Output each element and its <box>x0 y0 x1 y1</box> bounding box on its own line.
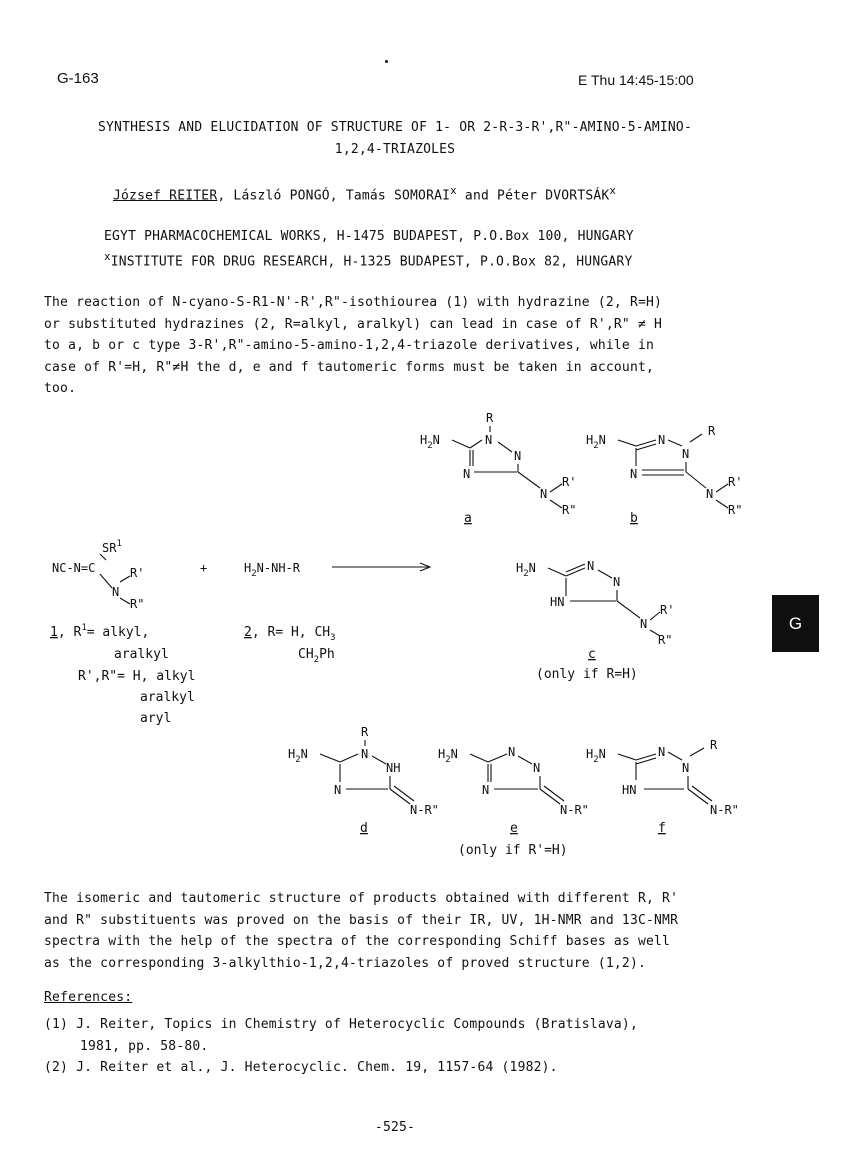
svg-text:N-R": N-R" <box>560 803 589 817</box>
svg-text:R": R" <box>562 503 577 517</box>
cmpd1-line2: aralkyl <box>114 647 169 662</box>
svg-text:R: R <box>708 424 716 438</box>
svg-text:NC-N=C: NC-N=C <box>52 561 96 575</box>
results-line: and R" substituents was proved on the basis of their IR, UV, 1H-NMR and 13C-NMR <box>44 912 679 928</box>
session-code: G-163 <box>57 70 99 87</box>
intro-line: case of R'=H, R"≠H the d, e and f tautomeric forms must be taken in account, <box>44 359 655 375</box>
session-time: E Thu 14:45-15:00 <box>578 72 694 88</box>
svg-text:R": R" <box>728 503 743 517</box>
svg-text:N: N <box>613 575 621 589</box>
svg-text:N: N <box>587 559 595 573</box>
label-c: c <box>588 647 596 662</box>
svg-text:N: N <box>640 617 648 631</box>
svg-text:R': R' <box>562 475 577 489</box>
compound-2-legend <box>244 625 336 665</box>
svg-text:N: N <box>682 761 690 775</box>
svg-text:N: N <box>508 745 516 759</box>
svg-text:H2N: $H_2N$ <box>516 561 536 579</box>
svg-text:N: N <box>658 433 666 447</box>
results-paragraph <box>44 888 678 974</box>
author-presenting: József REITER <box>113 188 218 204</box>
reaction-scheme <box>0 400 850 870</box>
reference-1: (1) J. Reiter, Topics in Chemistry of Heterocyclic Compounds (Bratislava), <box>44 1017 638 1032</box>
svg-text:R: R <box>361 725 369 739</box>
label-d: d <box>360 821 368 836</box>
svg-text:HN: HN <box>550 595 565 609</box>
structure-e <box>438 745 589 858</box>
label-b: b <box>630 511 638 526</box>
affiliation-2-text: INSTITUTE FOR DRUG RESEARCH, H-1325 BUDAPEST, P.O.Box 82, HUNGARY <box>110 254 633 270</box>
reference-1-cont: 1981, pp. 58-80. <box>80 1039 209 1054</box>
reference-2: (2) J. Reiter et al., J. Heterocyclic. Chem. 19, 1157-64 (1982). <box>44 1060 558 1075</box>
author-sep: , <box>217 188 234 204</box>
svg-text:R: R <box>486 411 494 425</box>
svg-text:N: N <box>463 467 471 481</box>
svg-text:R': R' <box>728 475 743 489</box>
author-sep: , <box>329 188 346 204</box>
svg-text:N: N <box>706 487 714 501</box>
svg-text:R': R' <box>130 566 145 580</box>
title-line-2: 1,2,4-TRIAZOLES <box>334 142 456 157</box>
author-list <box>113 184 616 203</box>
note-e: (only if R'=H) <box>458 843 568 858</box>
compound-1-legend <box>50 623 195 726</box>
section-tab: G <box>772 595 819 652</box>
intro-line: The reaction of N-cyano-S-R1-N'-R',R"-isothiourea (1) with hydrazine (2, R=H) <box>44 295 663 310</box>
svg-text:N: N <box>514 449 522 463</box>
affiliation-2 <box>104 250 632 269</box>
page-number: -525- <box>374 1120 416 1135</box>
cmpd1-line5: aryl <box>140 711 172 726</box>
cmpd2-line2: $CH_2Ph$ <box>298 647 335 665</box>
author-sep: and <box>456 188 498 204</box>
svg-text:R: R <box>710 738 718 752</box>
structure-a <box>420 411 576 526</box>
label-a: a <box>464 511 472 526</box>
cmpd1-line3: R',R"= H, alkyl <box>78 669 196 684</box>
svg-text:N: N <box>485 433 493 447</box>
results-line: as the corresponding 3-alkylthio-1,2,4-triazoles of proved structure (1,2). <box>44 955 646 971</box>
title-line-1: SYNTHESIS AND ELUCIDATION OF STRUCTURE OF 1- OR 2-R-3-R',R"-AMINO-5-AMINO- <box>98 120 692 135</box>
affil-mark: x <box>609 184 617 197</box>
results-line: The isomeric and tautomeric structure of products obtained with different R, R' <box>44 891 679 906</box>
svg-text:N: N <box>482 783 490 797</box>
svg-text:N: N <box>334 783 342 797</box>
structure-f <box>586 738 739 836</box>
svg-text:HN: HN <box>622 783 637 797</box>
svg-text:N: N <box>630 467 638 481</box>
svg-text:R': R' <box>660 603 675 617</box>
note-c: (only if R=H) <box>536 667 638 682</box>
affil-mark: x <box>450 184 457 197</box>
svg-text:H2N: $H_2N$ <box>586 433 606 451</box>
svg-text:NH: NH <box>386 761 401 775</box>
reagent-hydrazine: $H_2N-NH-R$ <box>244 561 301 579</box>
cmpd1-line1: 1, $R^1=$ alkyl, <box>50 623 150 640</box>
svg-text:N: N <box>658 745 666 759</box>
svg-text:H2N: $H_2N$ <box>586 747 606 765</box>
svg-text:N: N <box>682 447 690 461</box>
svg-text:N: N <box>112 585 120 599</box>
label-e: e <box>510 821 518 836</box>
svg-text:H2N: $H_2N$ <box>438 747 458 765</box>
cmpd1-line4: aralkyl <box>140 690 195 705</box>
label-f: f <box>658 821 666 836</box>
structure-c <box>516 559 674 682</box>
intro-paragraph <box>44 292 662 400</box>
intro-line: too. <box>44 381 77 396</box>
plus-sign: + <box>200 561 208 575</box>
author: Tamás SOMORAI <box>345 188 451 204</box>
results-line: spectra with the help of the spectra of the corresponding Schiff bases as well <box>44 934 671 949</box>
intro-line: to a, b or c type 3-R',R"-amino-5-amino-1,2,4-triazole derivatives, while in <box>44 338 655 353</box>
intro-line: or substituted hydrazines (2, R=alkyl, aralkyl) can lead in case of R',R" ≠ H <box>44 316 663 332</box>
cmpd2-line1: 2, R= H, $CH_3$ <box>244 625 336 643</box>
compound-1 <box>52 539 144 611</box>
svg-text:N-R": N-R" <box>710 803 739 817</box>
affiliation-1: EGYT PHARMACOCHEMICAL WORKS, H-1475 BUDAPEST, P.O.Box 100, HUNGARY <box>104 229 634 244</box>
structure-d <box>288 725 439 836</box>
reaction-arrow <box>332 563 430 571</box>
svg-text:N: N <box>361 747 369 761</box>
structure-b <box>586 424 742 526</box>
svg-text:N: N <box>540 487 548 501</box>
speck-dot <box>385 60 388 63</box>
svg-text:SR1: $SR^1$ <box>102 539 122 555</box>
author: László PONGÓ <box>233 188 330 204</box>
svg-text:N-R": N-R" <box>410 803 439 817</box>
svg-text:R": R" <box>130 597 145 611</box>
svg-text:H2N: $H_2N$ <box>420 433 440 451</box>
author: Péter DVORTSÁK <box>497 188 610 204</box>
affil-mark: x <box>104 250 111 263</box>
references-heading: References: <box>44 990 133 1005</box>
svg-text:H2N: $H_2N$ <box>288 747 308 765</box>
svg-text:N: N <box>533 761 541 775</box>
svg-text:R": R" <box>658 633 673 647</box>
